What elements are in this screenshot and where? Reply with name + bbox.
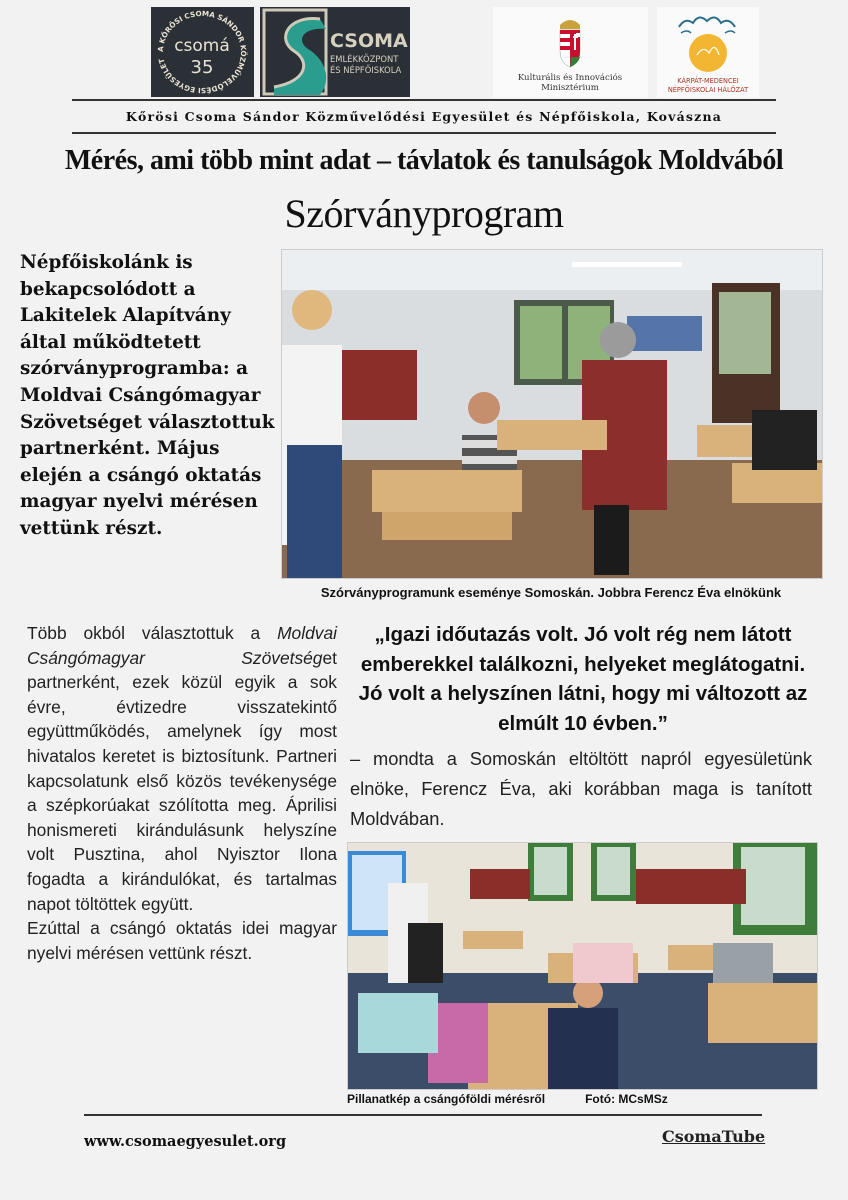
- header-divider-bottom: [72, 132, 776, 134]
- csoma-emlekkozpont-logo: [260, 7, 410, 97]
- ministry-logo: [493, 7, 648, 97]
- nepfoiskola-network-emblem-icon: [657, 7, 759, 97]
- svg-text:A KŐRÖSI CSOMA SÁNDOR KÖZMŰVEL: A KŐRÖSI CSOMA SÁNDOR KÖZMŰVELŐDÉSI EGYESÜLET: [155, 8, 249, 96]
- header-divider-top: [72, 99, 776, 101]
- intro-paragraph: Népfőiskolánk is bekapcsolódott a Lakitelek Alapítvány által működtetett szórványprogramba: a Moldvai Csángómagyar Szövetséget választottuk partnerként. Május elején a csángó oktatás magyar nyelvi mérésen vettünk részt.: [20, 252, 275, 539]
- footer-divider: [84, 1114, 762, 1116]
- svg-text:35: 35: [190, 57, 214, 78]
- svg-text:EMLÉKKÖZPONT: EMLÉKKÖZPONT: [330, 54, 399, 64]
- classroom-photo-measurement: [347, 842, 818, 1090]
- article-paragraph-1: Több okból választottuk a Moldvai Csángómagyar Szövetséget partnerként, ezek közül egyik a sok évre, évtizedre visszatekintő együttműködés, amelynek így most hivatalos keretet is biztosítunk. Partneri kapcsolatunk első közös tevékenysége a szépkorúakat szólította meg. Áprilisi honismereti kirándulásunk helyszíne volt Pusztina, ahol Nyisztor Ilona fogadta a kirándulókat, és tartalmas napot töltöttek együtt.: [27, 623, 337, 914]
- photo1-caption: Szórványprogramunk eseménye Somoskán. Jobbra Ferencz Éva elnökünk: [320, 585, 782, 600]
- csomatube-link[interactable]: CsomaTube: [662, 1127, 766, 1146]
- article-body: [27, 621, 337, 965]
- karpat-medencei-nepfoiskolai-halozat-logo: [657, 7, 759, 97]
- csoma35-emblem-icon: [151, 7, 254, 97]
- photo-credit: Fotó: MCsMSz: [585, 1092, 668, 1106]
- svg-text:Minisztérium: Minisztérium: [541, 83, 599, 93]
- classroom-photo-somoska: [281, 249, 823, 579]
- pull-quote: „Igazi időutazás volt. Jó volt rég nem látott emberekkel találkozni, helyeket meglátogatni. Jó volt a helyszínen látni, hogy mi változott az elmúlt 10 évben.”: [358, 623, 808, 735]
- website-link[interactable]: www.csomaegyesulet.org: [84, 1133, 287, 1150]
- photo2-caption: Pillanatkép a csángóföldi mérésről Fotó: MCsMSz: [347, 1092, 668, 1106]
- classroom-photo-image: [282, 250, 822, 578]
- svg-text:csomá: csomá: [174, 36, 230, 56]
- headline: Mérés, ami több mint adat – távlatok és tanulságok Moldvából: [64, 145, 784, 176]
- svg-text:CSOMA: CSOMA: [330, 30, 408, 52]
- csoma-s-emblem-icon: [260, 7, 410, 97]
- organization-line: Kőrösi Csoma Sándor Közművelődési Egyesület és Népfőiskola, Kovászna: [125, 109, 723, 124]
- hungarian-coat-of-arms-icon: [493, 7, 648, 97]
- article-paragraph-2: Ezúttal a csángó oktatás idei magyar nyelvi mérésen vettünk részt.: [27, 918, 337, 963]
- measurement-photo-image: [348, 843, 817, 1089]
- quote-attribution: – mondta a Somoskán eltöltött napról egyesületünk elnöke, Ferencz Éva, aki korábban maga is tanított Moldvában.: [350, 748, 812, 829]
- svg-text:ÉS NÉPFŐISKOLA: ÉS NÉPFŐISKOLA: [330, 65, 402, 75]
- svg-text:Kulturális és Innovációs: Kulturális és Innovációs: [517, 73, 623, 83]
- csoma35-logo: [151, 7, 254, 97]
- subheadline: Szórványprogram: [284, 191, 564, 236]
- svg-text:NÉPFŐISKOLAI HÁLÓZAT: NÉPFŐISKOLAI HÁLÓZAT: [667, 86, 749, 94]
- svg-text:KÁRPÁT-MEDENCEI: KÁRPÁT-MEDENCEI: [677, 77, 739, 85]
